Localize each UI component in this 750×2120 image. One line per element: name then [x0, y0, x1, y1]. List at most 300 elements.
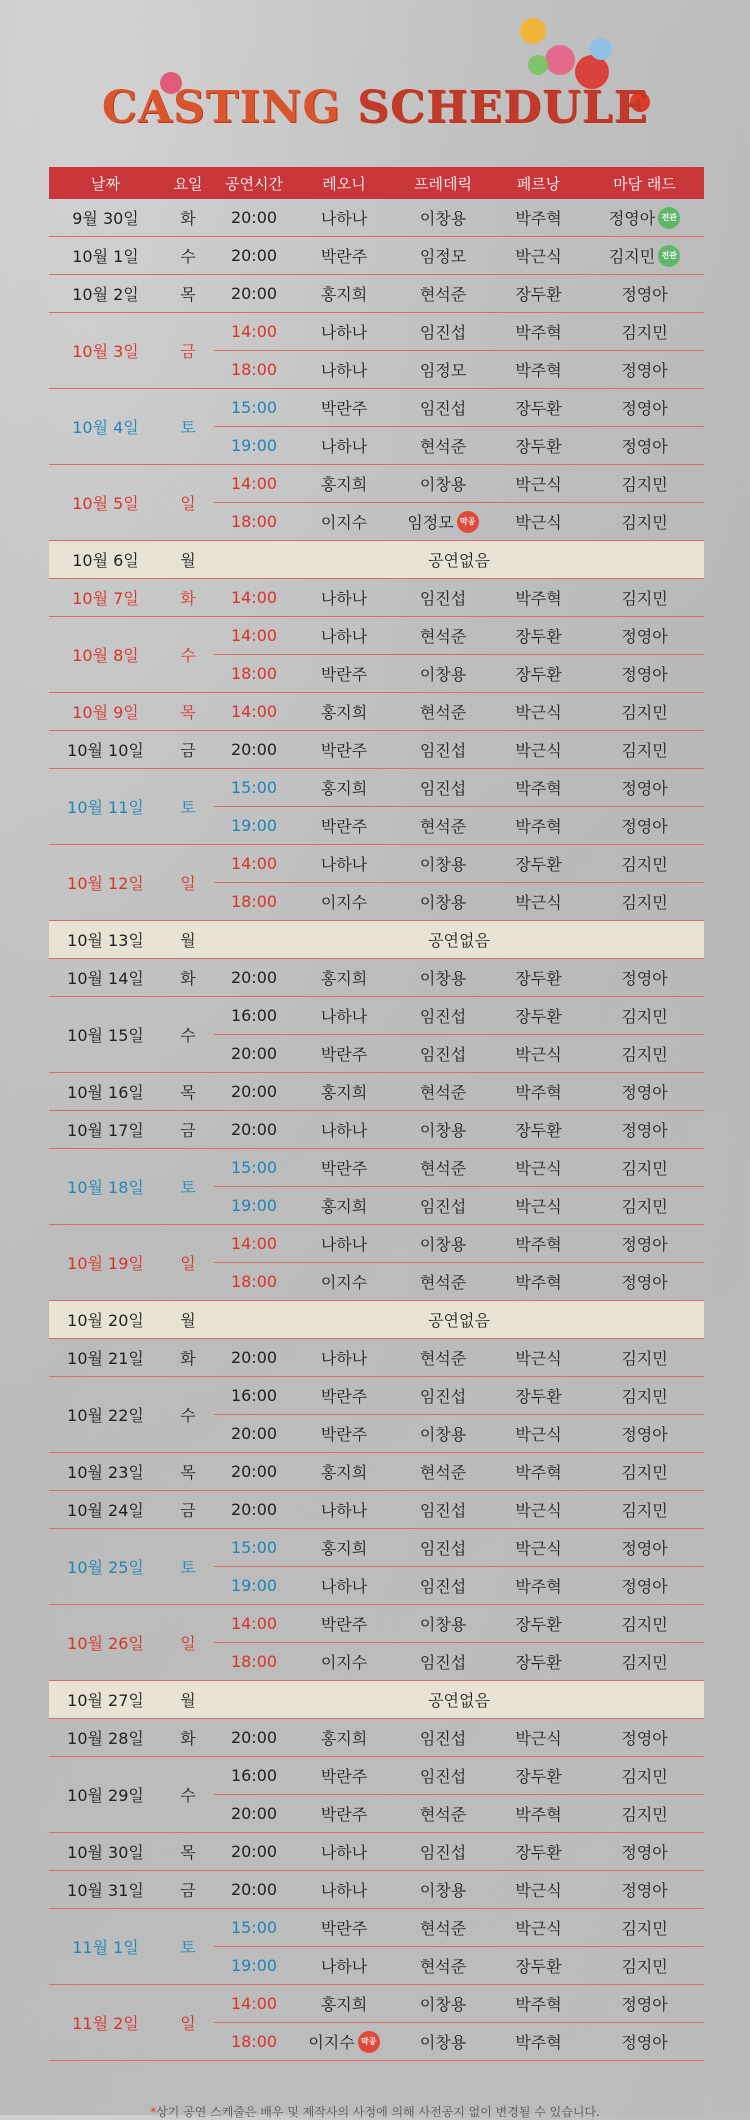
fernand-cast [492, 1650, 585, 1673]
day-cell: 목 [180, 1083, 196, 1102]
leoni-cast [294, 1498, 394, 1521]
cast-name: 박근식 [515, 703, 562, 722]
frederic-cast [394, 320, 492, 343]
day-cell: 토 [180, 418, 196, 437]
cast-name: 김지민 [621, 1957, 668, 1976]
table-row [214, 769, 704, 806]
table-row [214, 654, 704, 692]
date-cell: 10월 29일 [67, 1786, 144, 1805]
cast-name: 장두환 [515, 665, 562, 684]
day-cell: 수 [180, 1786, 196, 1805]
day-cell: 월 [180, 1311, 196, 1330]
cast-name: 홍지희 [320, 1083, 368, 1102]
performance-rows [214, 959, 704, 996]
day-cell: 금 [180, 1881, 196, 1900]
fernand-cast [492, 700, 585, 723]
no-show-label: 공연없음 [428, 551, 490, 570]
madame-rad-cast [585, 738, 704, 761]
cast-name: 박란주 [320, 1767, 368, 1786]
no-show-row [49, 921, 704, 959]
full-attendance-badge: 전관 [658, 207, 680, 229]
cast-name: 정영아 [621, 2033, 668, 2052]
cast-name: 임진섭 [419, 741, 467, 760]
day-cell: 금 [180, 1121, 196, 1140]
day-cell: 일 [180, 874, 196, 893]
date-cell: 10월 24일 [67, 1501, 144, 1520]
table-row [214, 1377, 704, 1414]
day-cell: 화 [180, 209, 196, 228]
cast-name: 현석준 [419, 1805, 467, 1824]
performance-rows [214, 1871, 704, 1908]
leoni-cast [294, 852, 394, 875]
cast-name: 박란주 [320, 1045, 368, 1064]
day-cell: 화 [180, 969, 196, 988]
table-row [214, 1339, 704, 1376]
date-group [49, 1225, 704, 1301]
date-cell: 10월 11일 [67, 798, 144, 817]
cast-name: 나하나 [320, 1843, 368, 1862]
time-cell: 18:00 [230, 1272, 278, 1291]
cast-name: 장두환 [515, 1767, 562, 1786]
madame-rad-cast [585, 662, 704, 685]
time-cell: 15:00 [230, 398, 278, 417]
cast-name: 김지민 [621, 1501, 668, 1520]
date-group [49, 1149, 704, 1225]
table-row [214, 959, 704, 996]
cast-name: 홍지희 [320, 1197, 368, 1216]
table-row [214, 199, 704, 236]
cast-name: 임진섭 [419, 1729, 467, 1748]
frederic-cast [394, 1232, 492, 1255]
time-cell: 18:00 [230, 512, 278, 531]
table-row [214, 1034, 704, 1072]
table-row [214, 1871, 704, 1908]
frederic-cast [394, 1536, 492, 1559]
cast-name: 나하나 [320, 1957, 368, 1976]
cast-name: 김지민 [621, 893, 668, 912]
table-body [49, 199, 704, 2061]
cast-name: 박근식 [515, 893, 562, 912]
frederic-cast [394, 1460, 492, 1483]
cast-name: 박주혁 [515, 1995, 562, 2014]
no-show-label: 공연없음 [428, 1691, 490, 1710]
performance-rows [214, 199, 704, 236]
fernand-cast [492, 776, 585, 799]
date-cell: 10월 4일 [72, 418, 139, 437]
cast-name: 임진섭 [419, 1767, 467, 1786]
fernand-cast [492, 1916, 585, 1939]
date-cell: 10월 25일 [67, 1558, 144, 1577]
cast-name: 이창용 [419, 1995, 467, 2014]
date-cell: 10월 7일 [72, 589, 139, 608]
cast-name: 정영아 [621, 817, 668, 836]
cast-name: 김지민 [621, 741, 668, 760]
table-row [214, 1453, 704, 1490]
date-group [49, 1605, 704, 1681]
cast-name: 박근식 [515, 1425, 562, 1444]
frederic-cast [394, 1498, 492, 1521]
frederic-cast [394, 2030, 492, 2053]
cast-name: 박란주 [320, 1387, 368, 1406]
cast-name: 박근식 [515, 1197, 562, 1216]
cast-name: 나하나 [320, 209, 368, 228]
performance-rows [214, 1377, 704, 1452]
fernand-cast [492, 1422, 585, 1445]
leoni-cast [294, 624, 394, 647]
fernand-cast [492, 662, 585, 685]
table-row [214, 275, 704, 312]
day-cell: 일 [180, 1254, 196, 1273]
cast-name: 현석준 [419, 1273, 467, 1292]
day-cell: 금 [180, 741, 196, 760]
cast-name: 임진섭 [419, 1197, 467, 1216]
cast-name: 김지민 [621, 513, 668, 532]
frederic-cast [394, 206, 492, 229]
madame-rad-cast [585, 1574, 704, 1597]
frederic-cast [394, 396, 492, 419]
cast-name: 나하나 [320, 1121, 368, 1140]
cast-name: 박주혁 [515, 589, 562, 608]
madame-rad-cast [585, 396, 704, 419]
cast-name: 임정모 [407, 513, 454, 532]
cast-name: 정영아 [621, 437, 668, 456]
madame-rad-cast [585, 1840, 704, 1863]
time-cell: 15:00 [230, 1158, 278, 1177]
frederic-cast [394, 1156, 492, 1179]
cast-name: 박근식 [515, 1729, 562, 1748]
cast-name: 나하나 [320, 1235, 368, 1254]
date-group [49, 693, 704, 731]
performance-rows [214, 769, 704, 844]
leoni-cast [294, 1042, 394, 1065]
cast-name: 나하나 [320, 1349, 368, 1368]
frederic-cast [394, 1118, 492, 1141]
leoni-cast [294, 1384, 394, 1407]
table-row [214, 1909, 704, 1946]
fernand-cast [492, 1536, 585, 1559]
cast-name: 이지수 [320, 893, 368, 912]
fernand-cast [492, 1232, 585, 1255]
cast-name: 나하나 [320, 1007, 368, 1026]
madame-rad-cast [585, 1498, 704, 1521]
madame-rad-cast [585, 1004, 704, 1027]
leoni-cast [294, 2030, 394, 2053]
frederic-cast [394, 1916, 492, 1939]
date-cell: 10월 14일 [67, 969, 144, 988]
cast-name: 나하나 [320, 1501, 368, 1520]
date-cell: 10월 18일 [67, 1178, 144, 1197]
cast-name: 박란주 [320, 247, 368, 266]
cast-name: 김지민 [621, 1387, 668, 1406]
date-cell: 10월 3일 [72, 342, 139, 361]
frederic-cast [394, 624, 492, 647]
date-group [49, 1453, 704, 1491]
performance-rows [214, 275, 704, 312]
cast-name: 장두환 [515, 1957, 562, 1976]
leoni-cast [294, 776, 394, 799]
cast-name: 박주혁 [515, 1273, 562, 1292]
cast-name: 나하나 [320, 589, 368, 608]
fernand-cast [492, 1156, 585, 1179]
performance-rows [214, 617, 704, 692]
cast-name: 김지민 [608, 247, 656, 266]
header-day: 요일 [173, 174, 203, 193]
cast-name: 임진섭 [419, 1007, 467, 1026]
fernand-cast [492, 320, 585, 343]
fernand-cast [492, 1194, 585, 1217]
fernand-cast [492, 2030, 585, 2053]
time-cell: 20:00 [230, 1728, 278, 1747]
cast-name: 김지민 [621, 1653, 668, 1672]
cast-name: 김지민 [621, 589, 668, 608]
fernand-cast [492, 1042, 585, 1065]
page-title: CASTING SCHEDULE [101, 82, 649, 133]
header-date: 날짜 [91, 174, 120, 193]
cast-name: 박근식 [515, 1159, 562, 1178]
day-cell: 목 [180, 285, 196, 304]
madame-rad-cast [585, 1878, 704, 1901]
cast-name: 정영아 [621, 1425, 668, 1444]
cast-name: 박주혁 [515, 1083, 562, 1102]
cast-name: 장두환 [515, 1121, 562, 1140]
cast-name: 박주혁 [515, 209, 562, 228]
cast-name: 현석준 [419, 1463, 467, 1482]
frederic-cast [394, 814, 492, 837]
day-cell: 월 [180, 931, 196, 950]
cast-name: 현석준 [419, 703, 467, 722]
table-row [214, 806, 704, 844]
frederic-cast [394, 890, 492, 913]
performance-rows [214, 1491, 704, 1528]
leoni-cast [294, 1460, 394, 1483]
cast-name: 박란주 [320, 1919, 368, 1938]
fernand-cast [492, 1346, 585, 1369]
table-row [214, 1757, 704, 1794]
madame-rad-cast [585, 776, 704, 799]
frederic-cast [394, 1840, 492, 1863]
leoni-cast [294, 814, 394, 837]
cast-name: 김지민 [621, 1767, 668, 1786]
fernand-cast [492, 1498, 585, 1521]
date-cell: 10월 30일 [67, 1843, 144, 1862]
frederic-cast [394, 662, 492, 685]
cast-name: 현석준 [419, 1349, 467, 1368]
performance-rows [214, 1757, 704, 1832]
madame-rad-cast [585, 586, 704, 609]
date-cell: 10월 22일 [67, 1406, 144, 1425]
madame-rad-cast [585, 1536, 704, 1559]
madame-rad-cast [585, 966, 704, 989]
leoni-cast [294, 1650, 394, 1673]
cast-name: 박란주 [320, 1615, 368, 1634]
cast-name: 박근식 [515, 1919, 562, 1938]
date-cell: 10월 21일 [67, 1349, 144, 1368]
performance-rows [214, 1833, 704, 1870]
frederic-cast [394, 472, 492, 495]
table-row [214, 1149, 704, 1186]
date-group [49, 1377, 704, 1453]
table-row [214, 2022, 704, 2060]
leoni-cast [294, 1004, 394, 1027]
cast-name: 이창용 [419, 1881, 467, 1900]
leoni-cast [294, 206, 394, 229]
leoni-cast [294, 1992, 394, 2015]
cast-name: 현석준 [419, 627, 467, 646]
table-header [49, 167, 704, 199]
performance-rows [214, 997, 704, 1072]
time-cell: 16:00 [230, 1766, 278, 1785]
cast-name: 홍지희 [320, 475, 368, 494]
leoni-cast [294, 738, 394, 761]
time-cell: 15:00 [230, 1918, 278, 1937]
header-time: 공연시간 [225, 174, 283, 193]
time-cell: 19:00 [230, 1956, 278, 1975]
day-cell: 월 [180, 1691, 196, 1710]
full-attendance-badge: 전관 [658, 245, 680, 267]
table-row [214, 389, 704, 426]
time-cell: 20:00 [230, 284, 278, 303]
cast-name: 장두환 [515, 969, 562, 988]
time-cell: 15:00 [230, 1538, 278, 1557]
leoni-cast [294, 358, 394, 381]
table-row [214, 1529, 704, 1566]
frederic-cast [394, 852, 492, 875]
frederic-cast [394, 282, 492, 305]
cast-name: 홍지희 [320, 1463, 368, 1482]
frederic-cast [394, 738, 492, 761]
cast-name: 박근식 [515, 1539, 562, 1558]
day-cell: 토 [180, 798, 196, 817]
frederic-cast [394, 1346, 492, 1369]
leoni-cast [294, 1840, 394, 1863]
cast-name: 나하나 [320, 323, 368, 342]
fernand-cast [492, 1574, 585, 1597]
day-cell: 월 [180, 551, 196, 570]
cast-name: 임진섭 [419, 1653, 467, 1672]
table-row [214, 693, 704, 730]
table-row [214, 617, 704, 654]
cast-name: 나하나 [320, 437, 368, 456]
frederic-cast [394, 358, 492, 381]
date-group [49, 845, 704, 921]
date-cell: 10월 20일 [67, 1311, 144, 1330]
madame-rad-cast [585, 1232, 704, 1255]
cast-name: 임진섭 [419, 399, 467, 418]
cast-name: 임진섭 [419, 1045, 467, 1064]
fernand-cast [492, 396, 585, 419]
schedule-table [49, 167, 704, 2061]
date-cell: 10월 15일 [67, 1026, 144, 1045]
fernand-cast [492, 434, 585, 457]
cast-name: 장두환 [515, 1843, 562, 1862]
leoni-cast [294, 1954, 394, 1977]
date-group [49, 199, 704, 237]
performance-rows [214, 1225, 704, 1300]
madame-rad-cast [585, 1156, 704, 1179]
fernand-cast [492, 738, 585, 761]
madame-rad-cast [585, 1270, 704, 1293]
performance-rows [214, 1719, 704, 1756]
day-cell: 금 [180, 342, 196, 361]
date-cell: 10월 12일 [67, 874, 144, 893]
fernand-cast [492, 244, 585, 267]
frederic-cast [394, 434, 492, 457]
no-show-row [49, 541, 704, 579]
cast-name: 박근식 [515, 475, 562, 494]
table-row [214, 1414, 704, 1452]
cast-name: 박주혁 [515, 2033, 562, 2052]
cast-name: 박주혁 [515, 817, 562, 836]
table-row [214, 1719, 704, 1756]
cast-name: 정영아 [621, 1235, 668, 1254]
madame-rad-cast [585, 1080, 704, 1103]
fernand-cast [492, 1080, 585, 1103]
madame-rad-cast [585, 1916, 704, 1939]
date-cell: 10월 1일 [72, 247, 139, 266]
cast-name: 박근식 [515, 1349, 562, 1368]
cast-name: 정영아 [621, 1729, 668, 1748]
leoni-cast [294, 320, 394, 343]
cast-name: 임진섭 [419, 589, 467, 608]
time-cell: 14:00 [230, 1234, 278, 1253]
fernand-cast [492, 1802, 585, 1825]
leoni-cast [294, 1878, 394, 1901]
cast-name: 임진섭 [419, 1387, 467, 1406]
date-group [49, 731, 704, 769]
madame-rad-cast [585, 1726, 704, 1749]
cast-name: 현석준 [419, 437, 467, 456]
madame-rad-cast [585, 510, 704, 533]
date-cell: 10월 9일 [72, 703, 139, 722]
fernand-cast [492, 206, 585, 229]
fernand-cast [492, 510, 585, 533]
performance-rows [214, 1529, 704, 1604]
header-madame-rad: 마담 래드 [613, 174, 676, 193]
day-cell: 금 [180, 1501, 196, 1520]
performance-rows [214, 693, 704, 730]
cast-name: 현석준 [419, 1159, 467, 1178]
cast-name: 이지수 [320, 1653, 368, 1672]
cast-name: 박근식 [515, 1501, 562, 1520]
cast-name: 박주혁 [515, 1463, 562, 1482]
time-cell: 14:00 [230, 322, 278, 341]
date-cell: 10월 19일 [67, 1254, 144, 1273]
frederic-cast [394, 966, 492, 989]
cast-name: 정영아 [608, 209, 656, 228]
time-cell: 14:00 [230, 1614, 278, 1633]
time-cell: 15:00 [230, 778, 278, 797]
cast-name: 정영아 [621, 627, 668, 646]
date-group [49, 997, 704, 1073]
madame-rad-cast [585, 472, 704, 495]
day-cell: 일 [180, 1634, 196, 1653]
cast-name: 박란주 [320, 1425, 368, 1444]
leoni-cast [294, 472, 394, 495]
madame-rad-cast [585, 2030, 704, 2053]
table-row [214, 1073, 704, 1110]
table-row [214, 1262, 704, 1300]
no-show-label: 공연없음 [428, 931, 490, 950]
cast-name: 박란주 [320, 1159, 368, 1178]
cast-name: 장두환 [515, 399, 562, 418]
fernand-cast [492, 1270, 585, 1293]
performance-rows [214, 1149, 704, 1224]
fernand-cast [492, 358, 585, 381]
cast-name: 현석준 [419, 1957, 467, 1976]
frederic-cast [394, 1954, 492, 1977]
cast-name: 장두환 [515, 285, 562, 304]
cast-name: 이창용 [419, 969, 467, 988]
